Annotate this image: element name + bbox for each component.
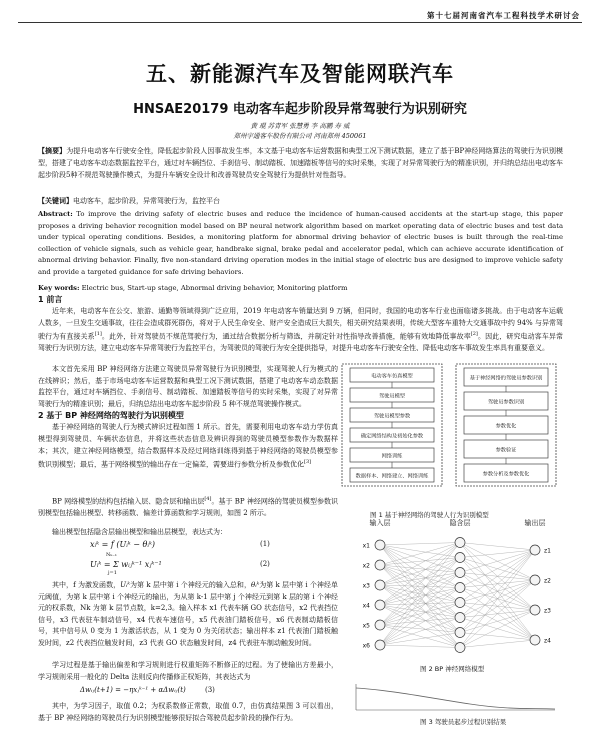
fig2-input-node-3: [375, 600, 385, 610]
fig2-edge-19: [380, 585, 460, 588]
keywords-en-label: Key words:: [38, 284, 80, 292]
fig1-right-box-label-4: 参数分析及参数优化: [482, 471, 530, 478]
abstract-en-text: To improve the driving safety of electric buses and reduce the incidence of human-caused accidents at the start-up stage, this paper proposes a driving behavior recognition model based on BP neural network algorithm based on market operating data of electric buses and test data under typical operating conditions. Besides, a monitoring platform for abnormal driving behavior of electric buses is built through the real-time collection of vehicle signals, such as vehicle gear, handbrake signal, brake pedal and accelerator pedal, which can achieve accurate identification of abnormal driving behavior. Finally, five non-standard driving operation modes in the initial stage of electric bus are designed to improve vehicle safety and provide a targeted guidance for safe driving behaviors.: [38, 210, 563, 276]
fig2-edge-48: [460, 543, 535, 551]
equation-2: Uᵢᵏ = Σ wᵢⱼᵏ⁻¹ xⱼᵏ⁻¹: [90, 560, 162, 569]
fig2-layer-labels: [370, 518, 546, 527]
section-2-heading: 2 基于 BP 神经网络的驾驶行为识别模型: [38, 411, 184, 420]
fig1-right-boxes: [464, 368, 548, 482]
fig2-edge-78: [460, 610, 535, 648]
fig2-edge-64: [460, 550, 535, 603]
section-2-p1: 基于神经网络的驾驶人行为模式辨识过程如图 1 所示。首先，需要利用电动客车动力学仿真模型得到驾驶员、车辆状态信息，并将这些状态信息及辨识得到的驾驶员模型参数作为数据样本；其次，建立神经网络模型，结合数据样本及经过网络训练得到基于神经网络的驾驶员模型参数识别模型；最后，基于网络模型的输出存在一定偏差，需要进行参数分析及参数优化[3]: [38, 423, 338, 469]
section-1-heading: 1 前言: [38, 295, 63, 304]
fig2-layer-label-2: 输出层: [524, 519, 546, 527]
figure-3-caption: 图 3 驾驶员起步过程识别结果: [420, 718, 507, 726]
fig1-left-box-label-2: 驾驶员模型参数: [373, 413, 411, 420]
fig2-edge-79: [460, 640, 535, 648]
fig2-output-label-1: z2: [544, 577, 551, 585]
fig2-output-node-0: [530, 545, 540, 555]
figure-3-plot: [350, 680, 562, 720]
fig2-layer-label-0: 输入层: [369, 519, 391, 527]
ref-3: [3]: [304, 459, 312, 466]
fig1-left-boxes: [350, 368, 434, 482]
section-1-p1: 近年来，电动客车在公交、旅游、通勤等领域得到广泛应用，2019 年电动客车销量达到 9 万辆，但同时，我国的电动客车行业也面临诸多挑战。由于电动客车运载人数多，一旦发生交通事故，往往会造成群死群伤，将对于人民生命安全、财产安全造成巨大损失，相关研究结果表明，传统大型客车重特大交通事故中约 94% 与异常驾驶行为有直接关系[1]。此外，针对驾驶员不规范驾驶行为，通过结合数据分析与筛选，并制定针对性指导改善措施，能够有效地降低事故率[2]。因此，研究电动客车异常驾驶行为识别方法，建立电动客车异常驾驶行为监控平台，为驾驶员的驾驶行为安全提供指导，对提升电动客车行驶安全性、降低电动客车事故发生率具有重要意义。: [38, 307, 564, 352]
fig2-hidden-node-4: [455, 598, 465, 608]
fig2-input-node-2: [375, 580, 385, 590]
fig2-hidden-node-0: [455, 538, 465, 548]
abstract-cn-label: 【摘要】: [38, 146, 67, 155]
section-2-p4: 其中，f 为激发函数，Uᵢᵏ为第 k 层中第 i 个神经元的输入总和，θᵢᵏ为第 k 层中第 i 个神经单元阈值，为第 k 层中第 i 个神经元的输出，为从第 k-1 层中第 j 个神经元到第 k 层的第 i 个神经元的权系数，Nk 为第 k 层节点数，k=2,3。输入样本 x1 代表车辆 GO 状态信号，x2 代表挡位信号，x3 代表驻车制动信号，x4 代表车速信号，x5 代表油门踏板信号，x6 代表制动踏板信号，其中信号从 0 变为 1 为激活状态，从 1 变为 0 为关闭状态；输出样本 z1 代表油门踏板触发时间，z2 代表挡位触发时间，z3 代表 GO 状态触发时间，z4 代表驻车制动触发时间。: [38, 581, 338, 647]
fig2-hidden-node-3: [455, 583, 465, 593]
fig2-input-node-0: [375, 540, 385, 550]
fig2-output-node-1: [530, 575, 540, 585]
section-2-p3: 输出模型包括隐含层输出模型和输出层模型，表达式为：: [52, 528, 227, 536]
fig2-input-label-4: x5: [362, 622, 370, 630]
figure-1-diagram: [340, 360, 562, 510]
fig2-edge-60: [460, 550, 535, 588]
section-2-p6: 其中，为学习因子，取值 0.2；为权系数修正常数，取值 0.7，由仿真结果图 3 可以看出，基于 BP 神经网络的驾驶员行为识别模型能够很好拟合驾驶员起步阶段的操作行为。: [38, 702, 338, 722]
fig1-left-box-label-0: 电动客车仿真模型: [371, 373, 413, 380]
symbol-u: Uᵢᵏ: [120, 581, 130, 589]
fig2-edge-56: [460, 550, 535, 573]
ref-1: [1]: [94, 331, 102, 337]
fig2-input-label-1: x2: [362, 562, 370, 570]
figure-2-caption: 图 2 BP 神经网络模型: [420, 665, 485, 673]
fig2-input-label-5: x6: [362, 642, 370, 650]
fig2-input-label-3: x4: [362, 602, 370, 610]
section-2-p5: 学习过程是基于输出偏差和学习规则进行权重矩阵不断修正的过程。为了使输出方差最小，学习规则采用一般化的 Delta 法则反向传播修正权矩阵，其表达式为: [38, 661, 338, 681]
section-2-p2: BP 网络模型的结构包括输入层、隐含层和输出层[4]。基于 BP 神经网络的驾驶员模型参数识别模型包括输出模型、转移函数、偏差计算函数和学习规则，如图 2 所示。: [38, 496, 338, 518]
fig2-input-label-0: x1: [362, 542, 370, 550]
equation-2-number: (2): [260, 560, 270, 568]
fig2-edge-28: [380, 603, 460, 606]
abstract-cn-text: 为提升电动客车行驶安全性，降低起步阶段人因事故发生率，本文基于电动客车运营数据和典型工况下测试数据，建立了基于BP神经网络算法的驾驶行为识别模型，搭建了电动客车动态数据监控平台，通过对车辆挡位、手刹信号、制动踏板、加速踏板等信号的实时采集，实现了对异常驾驶行为的精准识别，并归纳总结出电动客车起步阶段5种不规范驾驶操作模式，为提升车辆安全设计和改善驾驶员安全驾驶行为提供针对性指导。: [38, 147, 563, 179]
keywords-cn: [38, 195, 563, 207]
fig2-input-node-1: [375, 560, 385, 570]
fig2-output-label-2: z3: [544, 607, 551, 615]
fig2-output-label-3: z4: [544, 637, 551, 645]
equation-1: xᵢᵏ = f (Uᵢᵏ − θᵢᵏ): [90, 540, 155, 549]
fig2-edge-72: [460, 550, 535, 633]
fig1-left-box-label-4: 网络训练: [381, 453, 403, 460]
abstract-en-label: Abstract:: [38, 210, 73, 218]
fig2-edge-68: [460, 550, 535, 618]
fig2-edge-33: [380, 558, 460, 626]
fig2-edge-24: [380, 543, 460, 606]
equation-3: Δwᵢⱼ(t+1) = −ηxⱼᵏ⁻¹ + αΔwᵢⱼ(t): [80, 686, 186, 694]
paper-affiliation: 郑州宇通客车股份有限公司 河南郑州 450061: [233, 132, 367, 140]
fig3-curve: [356, 688, 555, 709]
fig1-right-box-label-1: 驾驶员参数识别: [487, 399, 525, 406]
equation-2-lower-limit: j=1: [108, 570, 117, 576]
fig1-right-box-label-3: 参数验证: [495, 447, 517, 454]
ref-2: [2]: [470, 331, 478, 337]
equation-2-upper-limit: Nₖ₋₁: [106, 552, 117, 558]
fig2-input-node-4: [375, 620, 385, 630]
section-title: 五、新能源汽车及智能网联汽车: [146, 62, 454, 86]
fig2-output-node-3: [530, 635, 540, 645]
paper-authors: 黄 琨 苏青军 张慧勇 李 高鹏 寿 威: [250, 122, 350, 130]
fig2-hidden-node-7: [455, 643, 465, 653]
symbol-theta: θᵢᵏ: [251, 581, 260, 589]
fig2-input-node-5: [375, 640, 385, 650]
keywords-en-text: Electric bus, Start-up stage, Abnormal driving behavior, Monitoring platform: [81, 284, 348, 292]
fig2-edge-76: [460, 550, 535, 648]
fig1-left-box-label-5: 数据样本、网络建立、网络训练: [355, 473, 429, 480]
fig2-layer-label-1: 隐含层: [449, 519, 471, 527]
figure-1-caption: 图 1 基于神经网络的驾驶人行为识别模型: [370, 511, 489, 519]
fig2-edge-0: [380, 543, 460, 546]
fig1-right-box-label-0: 基于神经网络的驾驶员参数识别: [469, 375, 543, 382]
fig2-hidden-node-1: [455, 553, 465, 563]
ref-4: [4]: [204, 496, 212, 502]
fig2-hidden-node-2: [455, 568, 465, 578]
fig2-edge-52: [460, 550, 535, 558]
paper-title: HNSAE20179 电动客车起步阶段异常驾驶行为识别研究: [133, 102, 467, 117]
keywords-cn-text: 电动客车，起步阶段，异常驾驶行为，监控平台: [73, 197, 220, 205]
fig2-hidden-node-6: [455, 628, 465, 638]
fig1-left-box-label-3: 确定网络结构及初始化参数: [360, 433, 424, 440]
fig2-output-label-0: z1: [544, 547, 551, 555]
fig2-input-label-2: x3: [362, 582, 370, 590]
header-rule: [18, 22, 582, 23]
abstract-en: [38, 209, 563, 278]
fig2-edge-34: [380, 573, 460, 626]
fig1-left-box-label-1: 驾驶员模型: [379, 393, 405, 400]
section-1-p2: 本文首先采用 BP 神经网络方法建立驾驶员异常驾驶行为识别模型，实现驾驶人行为模式的在线辨识；然后，基于市场电动客车运营数据和典型工况下测试数据，搭建了电动客车动态数据监控平台，通过对车辆挡位、手刹信号、制动踏板、加速踏板等信号的实时采集，实现了对异常驾驶行为的精准识别；最后，归纳总结出电动客车起步阶段 5 种不规范驾驶操作模式。: [38, 365, 338, 408]
fig1-right-box-label-2: 参数优化: [495, 423, 517, 430]
fig2-output-node-2: [530, 605, 540, 615]
equation-1-number: (1): [260, 540, 270, 548]
abstract-cn: [38, 145, 563, 181]
keywords-en: [38, 282, 563, 294]
fig2-edge-74: [460, 610, 535, 633]
fig2-edge-77: [460, 580, 535, 648]
fig2-edge-47: [380, 645, 460, 648]
running-header: 第十七届河南省汽车工程科技学术研讨会: [427, 11, 580, 20]
fig2-edge-75: [460, 633, 535, 641]
keywords-cn-label: 【关键词】: [38, 196, 73, 205]
fig2-hidden-node-5: [455, 613, 465, 623]
figure-2-diagram: [350, 515, 562, 665]
equation-3-number: (3): [205, 686, 215, 694]
fig2-edge-73: [460, 580, 535, 633]
